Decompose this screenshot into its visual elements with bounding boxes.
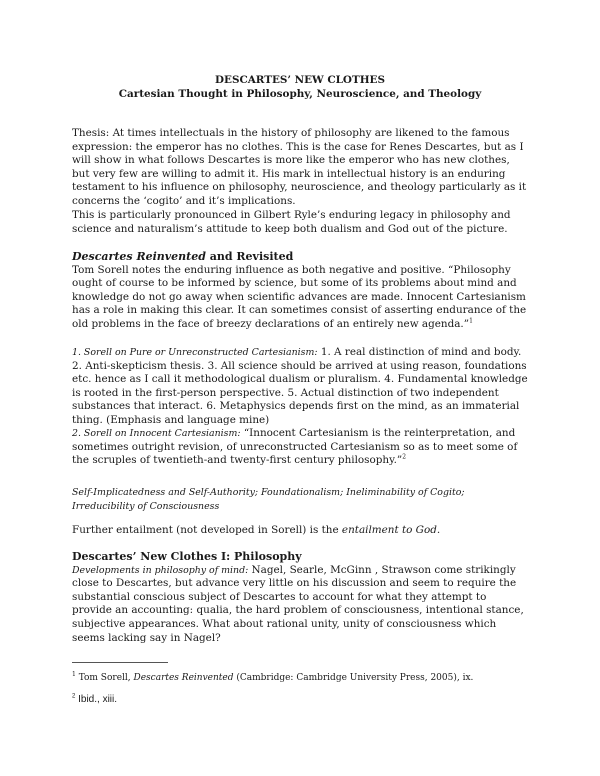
entailment-line: Further entailment (not developed in Sorell) is the entailment to God. (72, 524, 441, 536)
footnote-2: $^2$ Ibid., xiii. (72, 693, 118, 705)
section-heading-reinvented: Descartes Reinvented and Revisited (72, 250, 294, 263)
philosophy-of-mind-paragraph: Developments in philosophy of mind: Nagel, Searle, McGinn , Strawson come strikingly close to Descartes, but advance very little on his discussion and seem to require the substantial conscious subject of Descartes to account for what they attempt to provide an accounting: qualia, the hard problem of consciousness, intentional stance, subjective appearances. What about rational unity, unity of consciousness which seems lacking say in Nagel? (72, 563, 524, 644)
ryle-paragraph: This is particularly pronounced in Gilbert Ryle’s enduring legacy in philosophy and science and naturalism’s attitude to keep both dualism and God out of the picture. (72, 209, 511, 235)
pure-cartesianism-item: 1. Sorell on Pure or Unreconstructed Cartesianism: 1. A real distinction of mind and body. 2. Anti-skepticism thesis. 3. All science should be arrived at using reason, foundations etc. hence as I call it methodological dualism or pluralism. 4. Fundamental knowledge is rooted in the first-person perspective. 5. Actual distinction of two independent substances that interact. 6. Metaphysics depends first on the mind, as an immaterial thing. (Emphasis and language mine) (72, 346, 528, 426)
footnote-ref-1[interactable]: 1 (469, 317, 473, 325)
item-label: Developments in philosophy of mind: (72, 564, 249, 576)
item-label: 2. Sorell on Innocent Cartesianism: (72, 428, 241, 439)
section-heading-new-clothes: Descartes’ New Clothes I: Philosophy (72, 550, 302, 563)
document-subtitle: Cartesian Thought in Philosophy, Neuroscience, and Theology (118, 88, 482, 100)
footnote-ref-2[interactable]: 2 (402, 453, 407, 461)
keywords-line: Self-Implicatedness and Self-Authority; Foundationalism; Ineliminability of Cogito; Irreducibility of Consciousness (72, 487, 465, 512)
document-title: DESCARTES’ NEW CLOTHES (215, 74, 385, 86)
innocent-cartesianism-item: 2. Sorell on Innocent Cartesianism: “Innocent Cartesianism is the reinterpretation, and sometimes outright revision, of unreconstructed Cartesianism so as to meet some of the scruples of twentieth-and twenty-first century philosophy.”$^2$ (72, 427, 518, 467)
thesis-paragraph: Thesis: At times intellectuals in the history of philosophy are likened to the famous expression: the emperor has no clothes. This is the case for Renes Descartes, but as I will show in what follows Descartes is more like the emperor who has new clothes, but very few are willing to admit it. His mark in intellectual history is an enduring testament to his influence on philosophy, neuroscience, and theology particularly as it concerns the ‘cogito’ and it’s implications. (72, 127, 527, 207)
section-reinvented (72, 250, 528, 332)
footnote-1: $^1$ Tom Sorell, Descartes Reinvented (Cambridge: Cambridge University Press, 2005), ix. (72, 671, 474, 683)
sorell-quote-paragraph: Tom Sorell notes the enduring influence as both negative and positive. “Philosophy ought of course to be informed by science, but some of its problems about mind and knowledge do not go away when scientific advances are made. Innocent Cartesianism has a role in making this clear. It can sometimes consist of asserting endurance of the old problems in the face of breezy declarations of an entirely new agenda.”$^1$ (72, 263, 527, 330)
item-label: 1. Sorell on Pure or Unreconstructed Cartesianism: (72, 347, 318, 358)
footnote-divider (72, 662, 168, 663)
section-new-clothes (72, 550, 528, 645)
